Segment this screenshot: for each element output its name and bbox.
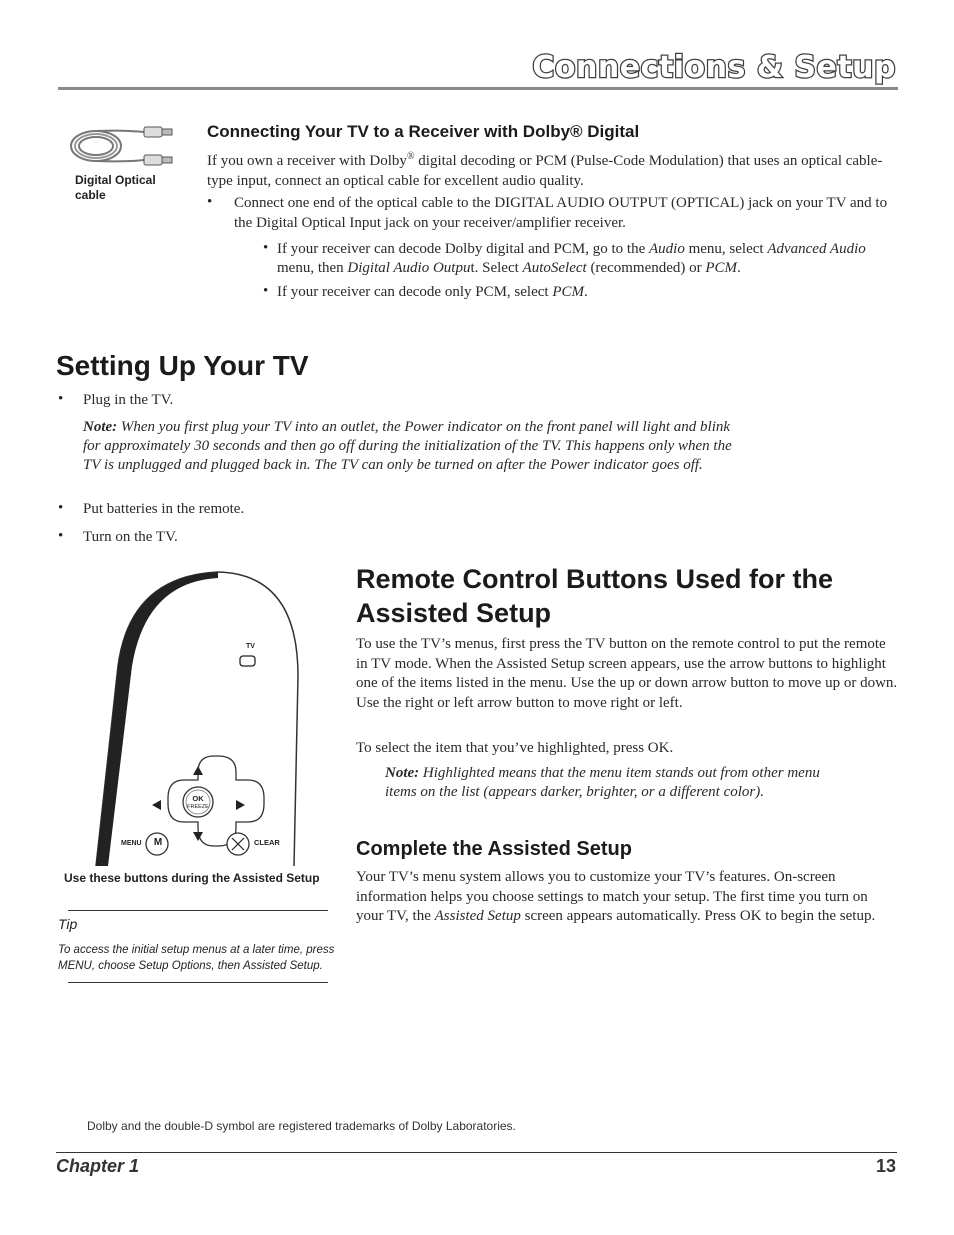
menu-button-label: MENU bbox=[121, 840, 142, 847]
footer-page-number: 13 bbox=[875, 1156, 896, 1176]
bullet-dot: • bbox=[263, 283, 269, 299]
title-rule bbox=[58, 87, 898, 90]
bullet-dot: • bbox=[207, 194, 213, 210]
m-button-label: M bbox=[153, 837, 163, 848]
remote-caption: Use these buttons during the Assisted Setup bbox=[64, 871, 320, 885]
remote-para-2: To select the item that you’ve highlighted, press OK. bbox=[356, 740, 674, 756]
optical-cable-image bbox=[66, 122, 178, 170]
footer-rule bbox=[56, 1152, 897, 1153]
remote-para-1: To use the TV’s menus, first press the TV button on the remote control to put the remote in TV mode. When the Assisted Setup screen appears, use the arrow buttons to highlight one of the items listed in the menu. Use the up or down arrow button to move up or down. Use the right or left arrow button to move right or left. bbox=[356, 636, 898, 711]
bullet-dot: • bbox=[58, 528, 64, 544]
setup-bullet-1: Plug in the TV. bbox=[83, 392, 174, 408]
setup-note: Note: When you first plug your TV into an outlet, the Power indicator on the front panel will light and blink for approximately 30 seconds and then go off during the initialization of the TV. This happens only when the TV is unplugged and plugged back in. The TV can only be turned on after the Power indicator goes off. bbox=[83, 419, 732, 473]
complete-para: Your TV’s menu system allows you to customize your TV’s features. On-screen information helps you choose settings to match your setup. The first time you turn on your TV, the Assisted Setup screen appears automatically. Press OK to begin the setup. bbox=[356, 869, 876, 924]
footer-chapter: Chapter 1 bbox=[56, 1156, 140, 1176]
cable-intro: If you own a receiver with Dolby® digital decoding or PCM (Pulse-Code Modulation) that uses an optical cable-type input, connect an optical cable for excellent audio quality. bbox=[207, 151, 883, 189]
bullet-dot: • bbox=[58, 391, 64, 407]
setup-bullet-3: Turn on the TV. bbox=[83, 529, 178, 545]
bullet-dot: • bbox=[263, 240, 269, 256]
cable-heading: Connecting Your TV to a Receiver with Dolby® Digital bbox=[207, 122, 640, 141]
tip-bottom-rule bbox=[68, 982, 328, 983]
bullet-dot: • bbox=[58, 500, 64, 516]
setup-heading: Setting Up Your TV bbox=[56, 350, 309, 381]
remote-note: Note: Highlighted means that the menu item stands out from other menu items on the list (appears darker, brighter, or a different color). bbox=[385, 765, 820, 800]
setup-bullet-2: Put batteries in the remote. bbox=[83, 501, 245, 517]
tv-button-label: TV bbox=[246, 643, 255, 650]
cable-subbullet-2: If your receiver can decode only PCM, select PCM. bbox=[277, 284, 588, 300]
cable-caption: Digital Optical cable bbox=[75, 173, 156, 202]
tip-text: To access the initial setup menus at a later time, press MENU, choose Setup Options, then Assisted Setup. bbox=[58, 944, 335, 972]
ok-button-label: OK bbox=[192, 794, 204, 803]
tip-top-rule bbox=[68, 910, 328, 911]
tip-label: Tip bbox=[58, 916, 78, 932]
page-title: Connections & Setup bbox=[532, 50, 896, 85]
clear-button-label: CLEAR bbox=[254, 838, 280, 847]
remote-illustration bbox=[90, 566, 310, 868]
remote-heading: Remote Control Buttons Used for the Assisted Setup bbox=[356, 564, 833, 628]
cable-subbullet-1: If your receiver can decode Dolby digital and PCM, go to the Audio menu, select Advanced Audio menu, then Digital Audio Output. Select AutoSelect (recommended) or PCM. bbox=[277, 241, 866, 276]
cable-bullet: Connect one end of the optical cable to the DIGITAL AUDIO OUTPUT (OPTICAL) jack on your TV and to the Digital Optical Input jack on your receiver/amplifier receiver. bbox=[234, 195, 888, 231]
trademark-note: Dolby and the double-D symbol are registered trademarks of Dolby Laboratories. bbox=[87, 1119, 516, 1133]
complete-heading: Complete the Assisted Setup bbox=[356, 838, 632, 860]
freeze-label: FREEZE bbox=[187, 804, 209, 810]
